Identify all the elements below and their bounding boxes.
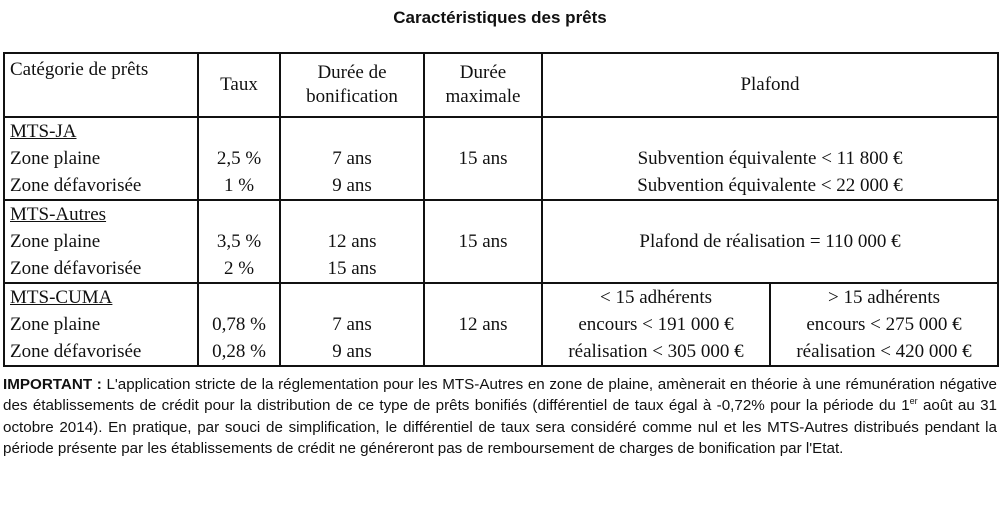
group-name: MTS-JA — [4, 117, 198, 145]
plafond-right-value: réalisation < 420 000 € — [770, 338, 998, 366]
important-note — [3, 374, 997, 460]
header-taux: Taux — [198, 53, 280, 117]
duree-maximale-value: 12 ans — [424, 311, 542, 338]
group-name: MTS-CUMA — [4, 283, 198, 311]
loans-table — [3, 52, 999, 367]
zone-label: Zone plaine — [4, 145, 198, 172]
zone-label: Zone défavorisée — [4, 338, 198, 366]
plafond-value: Plafond de réalisation = 110 000 € — [542, 228, 998, 255]
zone-label: Zone plaine — [4, 311, 198, 338]
taux-value: 3,5 % — [198, 228, 280, 255]
taux-value: 1 % — [198, 172, 280, 200]
taux-value: 2,5 % — [198, 145, 280, 172]
duree-bonification-value: 7 ans — [280, 145, 424, 172]
table-row — [4, 338, 998, 366]
zone-label: Zone défavorisée — [4, 172, 198, 200]
duree-maximale-value: 15 ans — [424, 228, 542, 255]
plafond-value: Subvention équivalente < 22 000 € — [542, 172, 998, 200]
page-title: Caractéristiques des prêts — [393, 8, 607, 27]
group-name: MTS-Autres — [4, 200, 198, 228]
table-row — [4, 255, 998, 283]
taux-value: 0,78 % — [198, 311, 280, 338]
note-superscript: er — [909, 396, 918, 407]
header-duree-maximale-line2: maximale — [445, 86, 521, 107]
table-row — [4, 145, 998, 172]
taux-value: 0,28 % — [198, 338, 280, 366]
note-text-1: L'application stricte de la réglementation pour les MTS-Autres en zone de plaine, amènerait en théorie à une rémunération négative des établissements de crédit pour la distribution de ce type de prêts bonifiés (différentiel de taux égal à -0,72% pour la période du 1 — [3, 376, 997, 415]
header-duree-bonification-line2: bonification — [306, 86, 398, 107]
duree-bonification-value: 9 ans — [280, 338, 424, 366]
duree-bonification-value: 7 ans — [280, 311, 424, 338]
plafond-left-value: encours < 191 000 € — [542, 311, 770, 338]
header-row — [4, 53, 998, 117]
table-row — [4, 200, 998, 228]
header-duree-bonification — [280, 53, 424, 117]
header-duree-bonification-line1: Durée de — [317, 62, 387, 83]
plafond-value: Subvention équivalente < 11 800 € — [542, 145, 998, 172]
duree-maximale-value: 15 ans — [424, 145, 542, 172]
duree-bonification-value: 15 ans — [280, 255, 424, 283]
header-duree-maximale — [424, 53, 542, 117]
plafond-left-value: < 15 adhérents — [542, 283, 770, 311]
table-row — [4, 117, 998, 145]
table-row — [4, 172, 998, 200]
note-text-2: août au 31 octobre 2014). En pratique, par souci de simplification, le différentiel de taux sera considéré comme nul et les MTS-Autres distribués pendant la période présente par les établissements de crédit ne généreront pas de remboursement de charges de bonification par l'Etat. — [3, 397, 997, 458]
plafond-left-value: réalisation < 305 000 € — [542, 338, 770, 366]
plafond-right-value: encours < 275 000 € — [770, 311, 998, 338]
zone-label: Zone plaine — [4, 228, 198, 255]
header-duree-maximale-line1: Durée — [459, 62, 507, 83]
taux-value: 2 % — [198, 255, 280, 283]
table-row — [4, 228, 998, 255]
duree-bonification-value: 12 ans — [280, 228, 424, 255]
header-plafond: Plafond — [542, 53, 998, 117]
duree-bonification-value: 9 ans — [280, 172, 424, 200]
plafond-right-value: > 15 adhérents — [770, 283, 998, 311]
table-row — [4, 283, 998, 311]
header-categorie: Catégorie de prêts — [4, 53, 198, 117]
zone-label: Zone défavorisée — [4, 255, 198, 283]
table-row — [4, 311, 998, 338]
note-label: IMPORTANT : — [3, 376, 102, 393]
